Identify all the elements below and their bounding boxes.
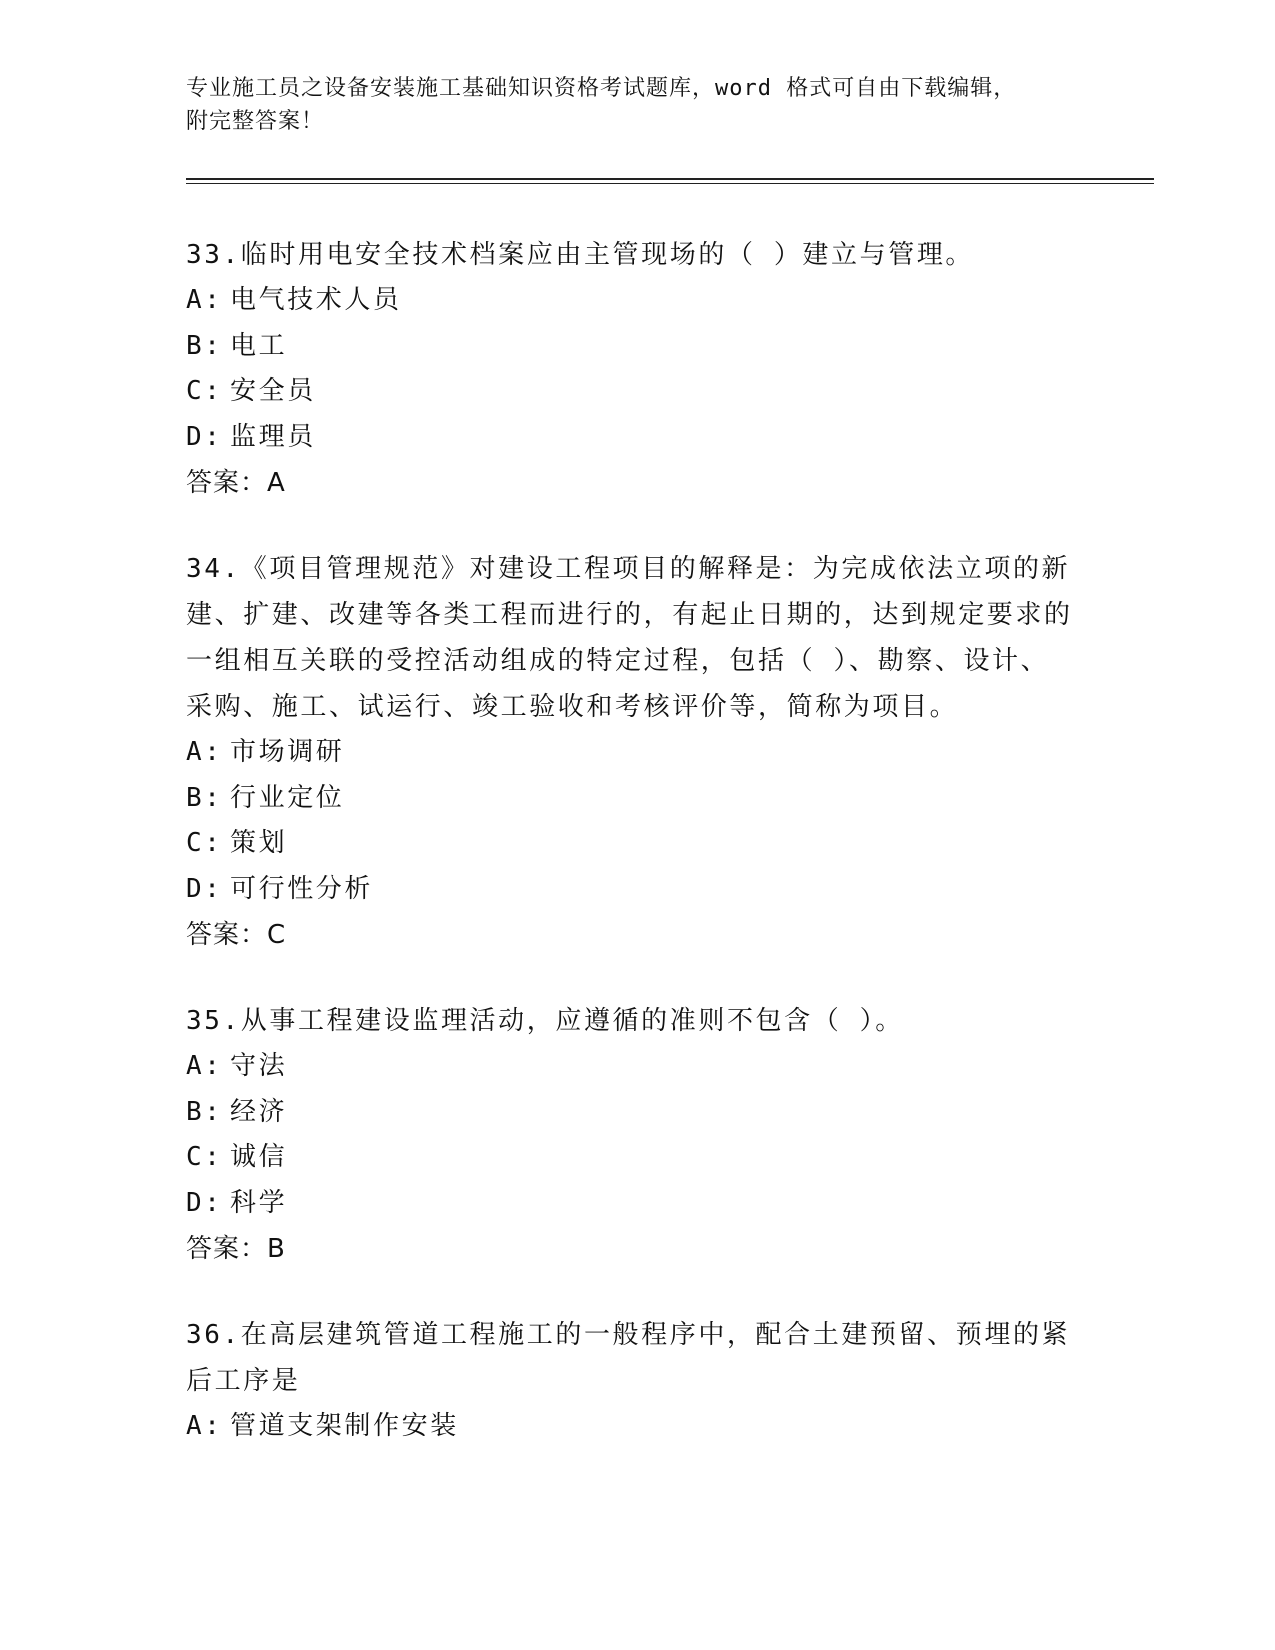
- option-text: 守法: [230, 1051, 288, 1081]
- option-text: 安全员: [230, 376, 316, 406]
- option-a: [186, 730, 1146, 776]
- option-text: 策划: [230, 828, 288, 858]
- answer-text: 答案：B: [186, 1234, 286, 1264]
- option-a: [186, 1404, 1146, 1450]
- option-text: 科学: [230, 1187, 288, 1218]
- option-letter: B:: [186, 782, 223, 813]
- option-letter: C:: [186, 376, 223, 406]
- option-c: [186, 1135, 1146, 1181]
- option-text: 管道支架制作安装: [230, 1411, 459, 1441]
- option-b: [186, 1090, 1146, 1136]
- option-a: [186, 1044, 1146, 1090]
- question-35: [186, 998, 1146, 1272]
- option-letter: B:: [186, 1096, 223, 1127]
- question-stem: 36.在高层建筑管道工程施工的一般程序中，配合土建预留、预埋的紧后工序是: [186, 1320, 1071, 1396]
- option-letter: A:: [186, 737, 223, 767]
- header-line-1: 专业施工员之设备安装施工基础知识资格考试题库，word 格式可自由下载编辑，: [186, 76, 1017, 101]
- question-36: [186, 1312, 1146, 1450]
- option-c: [186, 821, 1146, 867]
- option-text: 可行性分析: [230, 873, 374, 904]
- option-text: 监理员: [230, 421, 316, 452]
- option-text: 诚信: [230, 1142, 288, 1172]
- option-b: [186, 776, 1146, 822]
- option-text: 电气技术人员: [230, 285, 402, 315]
- header-line-2: 附完整答案！: [186, 109, 325, 134]
- option-letter: C:: [186, 828, 223, 858]
- option-text: 经济: [230, 1096, 288, 1127]
- question-stem: 35.从事工程建设监理活动，应遵循的准则不包含（ ）。: [186, 1006, 904, 1036]
- option-letter: A:: [186, 285, 223, 315]
- option-d: [186, 1181, 1146, 1227]
- header-divider: [186, 178, 1154, 184]
- option-letter: D:: [186, 873, 223, 904]
- option-letter: D:: [186, 1187, 223, 1218]
- option-text: 电工: [230, 330, 288, 361]
- question-list: [186, 232, 1146, 1490]
- option-d: [186, 867, 1146, 913]
- document-header: [186, 72, 1086, 138]
- option-letter: A:: [186, 1411, 223, 1441]
- option-letter: A:: [186, 1051, 223, 1081]
- option-letter: D:: [186, 421, 223, 452]
- question-stem: 33.临时用电安全技术档案应由主管现场的（ ）建立与管理。: [186, 240, 975, 270]
- answer-text: 答案：C: [186, 920, 287, 950]
- option-d: [186, 415, 1146, 461]
- option-text: 行业定位: [230, 782, 345, 813]
- option-letter: C:: [186, 1142, 223, 1172]
- option-a: [186, 278, 1146, 324]
- option-c: [186, 369, 1146, 415]
- option-b: [186, 324, 1146, 370]
- option-text: 市场调研: [230, 737, 345, 767]
- question-34: [186, 546, 1146, 958]
- answer-text: 答案：A: [186, 468, 286, 498]
- question-stem: 34.《项目管理规范》对建设工程项目的解释是：为完成依法立项的新建、扩建、改建等各类工程而进行的，有起止日期的，达到规定要求的一组相互关联的受控活动组成的特定过程，包括（ ）、勘察、设计、采购、施工、试运行、竣工验收和考核评价等，简称为项目。: [186, 554, 1073, 722]
- option-letter: B:: [186, 330, 223, 361]
- question-33: [186, 232, 1146, 506]
